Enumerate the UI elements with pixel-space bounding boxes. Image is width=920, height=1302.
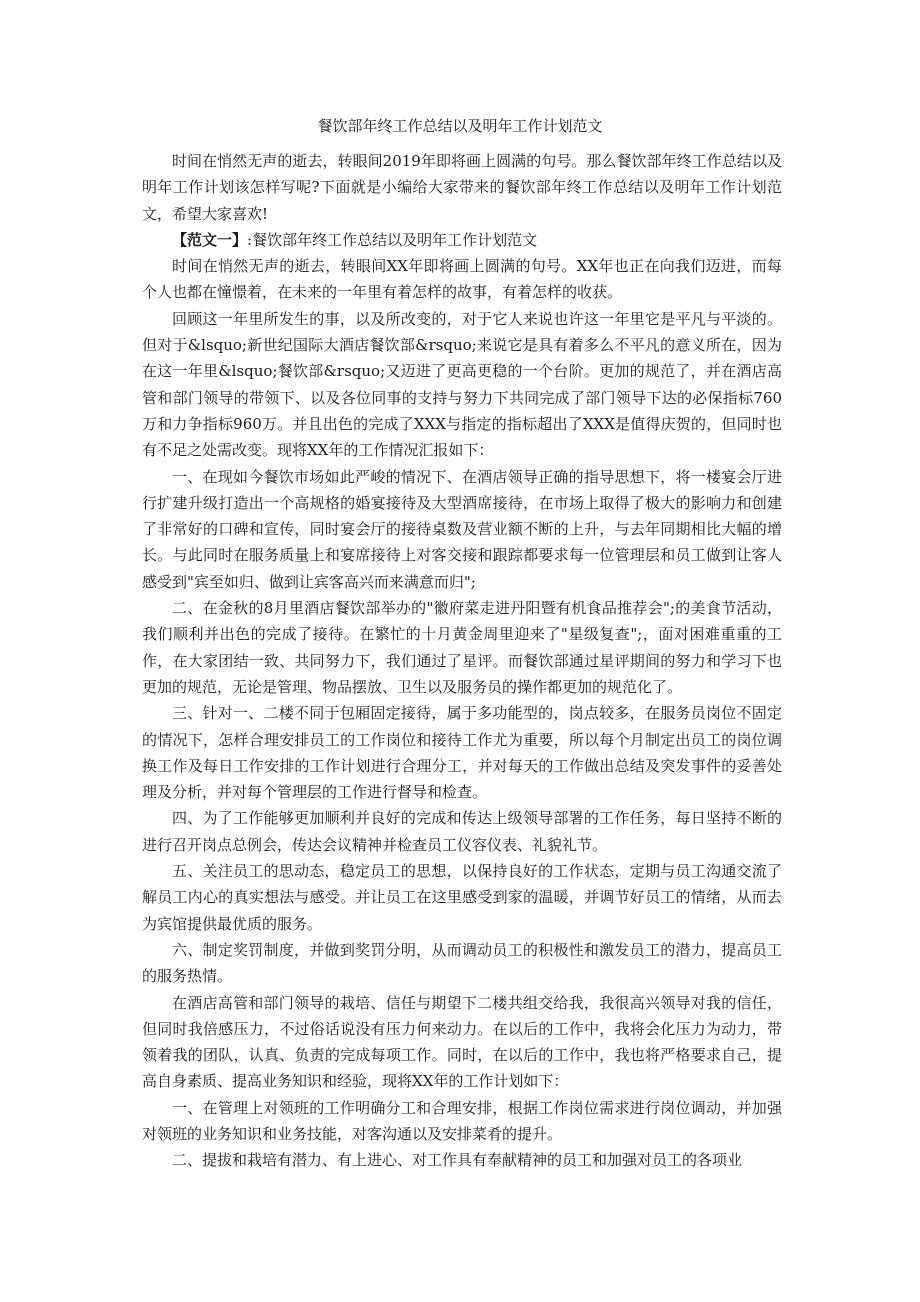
paragraph: 一、在现如今餐饮市场如此严峻的情况下、在酒店领导正确的指导思想下，将一楼宴会厅进行扩建升级打造出一个高规格的婚宴接待及大型酒席接待，在市场上取得了极大的影响力和创建了非常好的口碑和宣传，同时宴会厅的接待桌数及营业额不断的上升，与去年同期相比大幅的增长。与此同时在服务质量上和宴席接待上对客交接和跟踪都要求每一位管理层和员工做到让客人感受到"宾至如归、做到让宾客高兴而来满意而归"; <box>142 467 782 591</box>
paragraph: 二、在金秋的8月里酒店餐饮部举办的"徽府菜走进丹阳暨有机食品推荐会";的美食节活动，我们顺利并出色的完成了接待。在繁忙的十月黄金周里迎来了"星级复查";，面对困难重重的工作，在大家团结一致、共同努力下，我们通过了星评。而餐饮部通过星评期间的努力和学习下也更加的规范，无论是管理、物品摆放、卫生以及服务员的操作都更加的规范化了。 <box>142 599 782 696</box>
paragraph: 三、针对一、二楼不同于包厢固定接待，属于多功能型的，岗点较多，在服务员岗位不固定的情况下，怎样合理安排员工的工作岗位和接待工作尤为重要，所以每个月制定出员工的岗位调换工作及每日工作安排的工作计划进行合理分工，并对每天的工作做出总结及突发事件的妥善处理及分析，并对每个管理层的工作进行督导和检查。 <box>142 704 782 802</box>
paragraph: 一、在管理上对领班的工作明确分工和合理安排，根据工作岗位需求进行岗位调动，并加强对领班的业务知识和业务技能，对客沟通以及安排菜肴的提升。 <box>142 1098 782 1143</box>
paragraph: 四、为了工作能够更加顺利并良好的完成和传达上级领导部署的工作任务，每日坚持不断的进行召开岗点总例会，传达会议精神并检查员工仪容仪表、礼貌礼节。 <box>142 809 782 854</box>
paragraph: 回顾这一年里所发生的事，以及所改变的，对于它人来说也许这一年里它是平凡与平淡的。但对于&lsquo;新世纪国际大酒店餐饮部&rsquo;来说它是具有着多么不平凡的意义所在，因为在这一年里&lsquo;餐饮部&rsquo;又迈进了更高更稳的一个台阶。更加的规范了，并在酒店高管和部门领导的带领下、以及各位同事的支持与努力下共同完成了部门领导下达的必保指标760万和力争指标960万。并且出色的完成了XXX与指定的指标超出了XXX是值得庆贺的，但同时也有不足之处需改变。现将XX年的工作情况汇报如下： <box>142 309 782 460</box>
section-label: 【范文一】 <box>172 230 248 249</box>
paragraph: 六、制定奖罚制度，并做到奖罚分明，从而调动员工的积极性和激发员工的潜力，提高员工的服务热情。 <box>142 940 782 986</box>
document-body <box>142 148 782 1174</box>
paragraph: 五、关注员工的思动态，稳定员工的思想，以保持良好的工作状态，定期与员工沟通交流了解员工内心的真实想法与感受。并让员工在这里感受到家的温暖，并调节好员工的情绪，从而去为宾馆提供最优质的服务。 <box>142 862 782 933</box>
document-title: 餐饮部年终工作总结以及明年工作计划范文 <box>317 117 603 135</box>
intro-paragraph: 时间在悄然无声的逝去，转眼间2019年即将画上圆满的句号。那么餐饮部年终工作总结以及明年工作计划该怎样写呢?下面就是小编给大家带来的餐饮部年终工作总结以及明年工作计划范文，希望大家喜欢! <box>142 152 782 223</box>
paragraph: 二、提拔和栽培有潜力、有上进心、对工作具有奉献精神的员工和加强对员工的各项业 <box>172 1151 743 1170</box>
section-heading <box>142 227 782 253</box>
paragraph: 时间在悄然无声的逝去，转眼间XX年即将画上圆满的句号。XX年也正在向我们迈进，而每个人也都在憧憬着，在未来的一年里有着怎样的故事，有着怎样的收获。 <box>142 257 782 302</box>
paragraph: 在酒店高管和部门领导的栽培、信任与期望下二楼共组交给我，我很高兴领导对我的信任，但同时我倍感压力，不过俗话说没有压力何来动力。在以后的工作中，我将会化压力为动力，带领着我的团队，认真、负责的完成每项工作。同时，在以后的工作中，我也将严格要求自己，提高自身素质、提高业务知识和经验，现将XX年的工作计划如下： <box>142 993 782 1091</box>
section-title: :餐饮部年终工作总结以及明年工作计划范文 <box>247 230 538 249</box>
